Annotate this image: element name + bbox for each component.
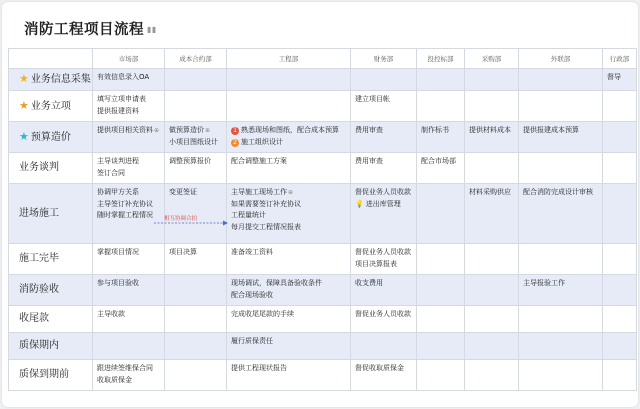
cell-item [97,309,160,321]
cell-text: 有效信息录入OA [97,73,150,81]
header-cell-corner [9,49,93,69]
cell-text: 填写立项申请表 [97,95,146,103]
cell-text: 制作标书 [421,126,449,134]
cell-item [231,309,346,321]
row-label [9,153,93,184]
row-label-text: 进场施工 [19,207,59,219]
table-cell [227,122,351,153]
table-cell [519,153,603,184]
cell-text: 提供报建成本预算 [523,126,579,134]
expand-icon[interactable]: ⊕ [154,127,160,134]
cell-item [355,125,412,137]
cell-item [231,363,346,375]
cell-item [231,156,346,168]
cell-text: 收取质保金 [97,375,132,384]
page-title-text: 消防工程项目流程 [24,22,144,38]
cell-text: 建立项目帐 [355,95,390,103]
cell-text: 现场调试，保障具备验收条件 [231,279,322,287]
table-row [9,333,637,360]
table-cell [603,275,637,306]
table-cell [227,91,351,122]
table-cell [603,333,637,360]
table-row [9,91,637,122]
header-cell-finance: 财务部 [351,49,417,69]
table-cell [417,275,465,306]
row-label-text: 业务立项 [30,100,71,112]
cell-text: 材料采购供应 [469,188,511,196]
table-cell [165,275,227,306]
table-cell [519,91,603,122]
page-title [24,18,157,39]
table-cell [417,360,465,391]
cell-item [355,94,412,106]
table-cell [465,244,519,275]
table-cell [93,360,165,391]
cell-item [97,247,160,259]
row-label [9,306,93,333]
cell-text: 熟悉现场和图纸，配合成本预算 [241,126,339,134]
table-cell [519,244,603,275]
cell-text: 主导谈判进程 [97,157,139,165]
table-cell [519,69,603,91]
process-card [2,2,638,407]
table-cell [227,184,351,244]
cell-text: 配合调整施工方案 [231,157,287,165]
cell-text: 配合市场部 [421,157,456,165]
table-cell [603,122,637,153]
cell-item [231,336,346,348]
cell-item [231,247,346,259]
header-cell-purchase: 采购部 [465,49,519,69]
table-cell [603,306,637,333]
table-cell [93,244,165,275]
cell-text: 进出库管理 [365,199,401,208]
cell-text: 变更签证 [169,188,197,196]
table-cell [351,333,417,360]
cell-text: 施工组织设计 [241,137,283,146]
table-cell [465,275,519,306]
cell-text: 项目决算报表 [355,259,397,268]
table-cell [603,184,637,244]
process-table [8,48,637,391]
table-cell [417,122,465,153]
table-cell [351,184,417,244]
cell-text: 完成收尾尾款的手续 [231,310,294,318]
expand-icon[interactable]: ⊕ [288,189,294,196]
cell-item [97,363,160,375]
row-label-text: 收尾款 [19,313,49,325]
cell-item [231,290,346,302]
cell-item [523,187,598,199]
row-label-text: 质保期内 [19,340,59,352]
cell-item [169,187,222,199]
table-cell [519,275,603,306]
table-cell [417,153,465,184]
cell-item [355,363,412,375]
header-cell-admin: 行政部 [603,49,637,69]
cell-item [231,222,346,234]
table-row [9,244,637,275]
header-cell-cost: 成本合约部 [165,49,227,69]
table-cell [93,184,165,244]
table-cell [165,91,227,122]
cell-text: 主导报验工作 [523,279,565,287]
cell-item [97,106,160,118]
row-label [9,275,93,306]
table-cell [351,122,417,153]
cell-item [97,125,160,137]
cell-text: 准备竣工资料 [231,248,273,256]
table-cell [93,333,165,360]
cell-item [97,210,160,222]
table-cell [519,306,603,333]
table-cell [351,244,417,275]
table-row [9,122,637,153]
table-cell [465,153,519,184]
cell-item [469,187,514,199]
table-cell [93,122,165,153]
table-cell [519,184,603,244]
cell-text: 小项目图纸设计 [169,137,218,146]
cell-item [355,199,412,211]
star-teal-icon: ★ [19,129,29,143]
row-label [9,360,93,391]
table-cell [417,184,465,244]
expand-icon[interactable]: ⊕ [205,127,211,134]
table-cell [93,153,165,184]
cell-item [355,278,412,290]
cell-item [97,187,160,199]
table-cell [603,69,637,91]
chart-icon: ▮▮ [147,25,157,34]
table-row [9,360,637,391]
table-cell [165,306,227,333]
cell-text: 主导收款 [97,310,125,318]
table-row [9,184,637,244]
table-cell [417,244,465,275]
cell-text: 履行质保责任 [231,337,273,345]
cell-item [421,125,460,137]
table-cell [351,69,417,91]
cell-text: 配合消防完成设计审核 [523,188,593,196]
row-label-text: 业务谈判 [19,162,59,174]
table-cell [417,306,465,333]
table-cell [227,306,351,333]
cell-text: 主导施工现场工作 [231,188,287,196]
step-number-icon: 2 [231,139,239,147]
row-label-text: 业务信息采集 [30,74,91,86]
table-cell [351,306,417,333]
cell-text: 督促业务人员收款 [355,248,411,256]
table-cell [227,360,351,391]
row-label [9,244,93,275]
cell-text: 主导签订补充协议 [97,199,153,208]
coordination-note: 相互协调合拍 [164,216,198,222]
cell-text: 提供材料成本 [469,126,511,134]
table-cell [165,122,227,153]
table-cell [351,360,417,391]
table-cell [465,333,519,360]
row-label-text: 预算造价 [30,131,71,143]
cell-item [97,168,160,180]
cell-text: 跟进续签维保合同 [97,364,153,372]
header-row [9,49,637,69]
cell-text: 如果需要签订补充协议 [231,199,301,208]
table-cell [165,153,227,184]
cell-item [97,199,160,211]
cell-text: 收支费用 [355,279,383,287]
cell-text: 掌握项目情况 [97,248,139,256]
table-cell [417,91,465,122]
header-cell-bidding: 投控标部 [417,49,465,69]
step-number-icon: 1 [231,127,239,135]
cell-text: 每月提交工程情况报表 [231,222,301,231]
cell-text: 督促业务人员收款 [355,188,411,196]
cell-item [231,187,346,199]
cell-text: 协调甲方关系 [97,188,139,196]
cell-item [97,94,160,106]
cell-text: 签订合同 [97,168,125,177]
cell-text: 随时掌握工程情况 [97,211,153,219]
cell-text: 做预算造价 [169,126,204,134]
table-cell [519,360,603,391]
cell-item [169,247,222,259]
header-cell-market: 市场部 [93,49,165,69]
cell-item [469,125,514,137]
header-cell-engineering: 工程部 [227,49,351,69]
cell-item [523,125,598,137]
table-cell [465,91,519,122]
cell-text: 费用审查 [355,157,383,165]
table-cell [165,333,227,360]
cell-item [97,375,160,387]
cell-item [607,72,632,84]
cell-item [169,156,222,168]
cell-item [231,125,346,137]
table-cell [227,275,351,306]
table-cell [351,275,417,306]
cell-item [523,278,598,290]
table-cell [519,122,603,153]
cell-item [421,156,460,168]
cell-item [231,278,346,290]
table-cell [603,91,637,122]
lightbulb-icon: 💡 [355,199,364,208]
table-cell [227,153,351,184]
cell-item [231,210,346,222]
row-label-text: 施工完毕 [19,253,59,265]
table-cell [465,306,519,333]
table-cell [93,91,165,122]
cell-item [97,72,160,84]
cell-text: 提供报建资料 [97,106,139,115]
table-cell [465,184,519,244]
table-row [9,153,637,184]
table-cell [519,333,603,360]
cell-item [97,278,160,290]
cell-text: 配合现场验收 [231,290,273,299]
table-cell [603,360,637,391]
table-cell [417,333,465,360]
cell-item [355,187,412,199]
table-row [9,275,637,306]
table-cell [93,275,165,306]
row-label [9,184,93,244]
cell-item [169,125,222,137]
row-label-text: 消防验收 [19,284,59,296]
star-orange-icon: ★ [19,98,29,112]
table-cell [93,69,165,91]
cell-item [169,137,222,149]
row-label-text: 质保到期前 [19,369,69,381]
table-cell [227,69,351,91]
cell-item [231,137,346,149]
cell-text: 督导 [607,73,621,81]
cell-text: 项目决算 [169,248,197,256]
table-row [9,69,637,91]
table-cell [165,69,227,91]
table-cell [603,244,637,275]
cell-text: 费用审查 [355,126,383,134]
header-cell-external: 外联部 [519,49,603,69]
table-cell [165,244,227,275]
cell-item [231,199,346,211]
table-cell [603,153,637,184]
table-row [9,306,637,333]
row-label [9,91,93,122]
table-cell [465,122,519,153]
table-cell [93,306,165,333]
row-label [9,333,93,360]
cell-item [355,259,412,271]
table-cell [351,153,417,184]
table-cell [351,91,417,122]
cell-text: 调整预算报价 [169,157,211,165]
cell-item [355,309,412,321]
cell-text: 督促业务人员收款 [355,310,411,318]
cell-item [355,156,412,168]
star-gold-icon: ★ [19,72,29,86]
table-cell [465,360,519,391]
cell-text: 督促收取质保金 [355,364,404,372]
table-cell [227,244,351,275]
table-cell [227,333,351,360]
cell-text: 提供项目相关资料 [97,126,153,134]
table-cell [165,360,227,391]
cell-text: 工程量统计 [231,211,266,219]
cell-text: 参与项目验收 [97,279,139,287]
cell-item [355,247,412,259]
cell-text: 提供工程现状报告 [231,364,287,372]
row-label [9,69,93,91]
row-label [9,122,93,153]
table-cell [465,69,519,91]
table-cell [417,69,465,91]
cell-item [97,156,160,168]
